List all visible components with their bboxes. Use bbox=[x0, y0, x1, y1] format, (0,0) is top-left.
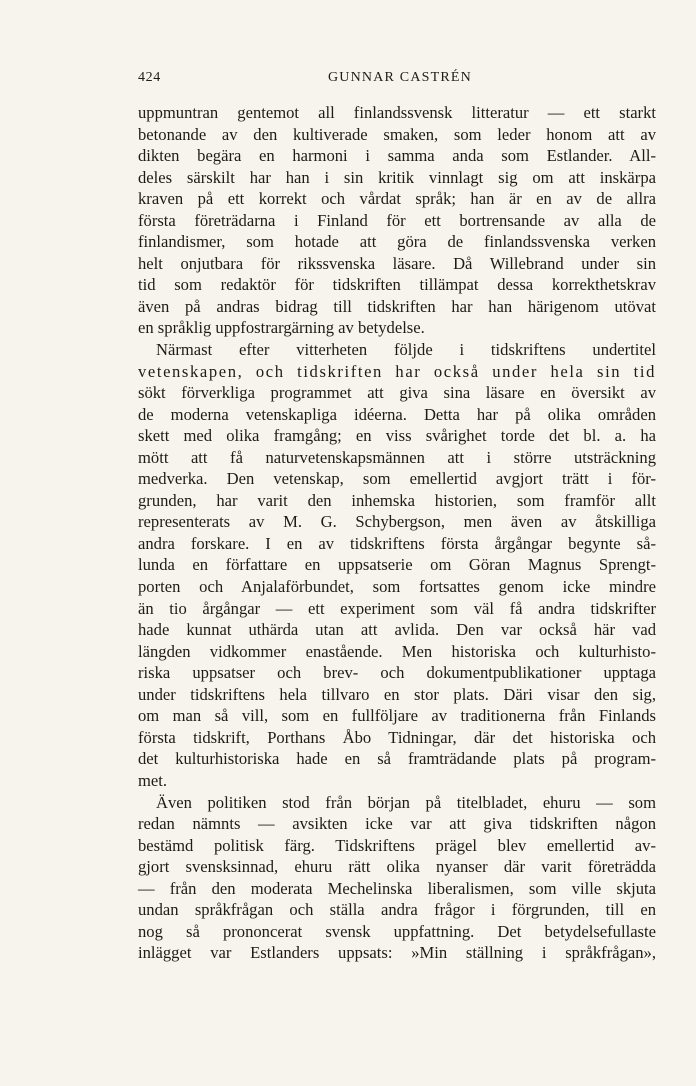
text-line: finlandismer, som hotade att göra de finlandssvenska verken bbox=[138, 232, 656, 252]
text-line: deles särskilt har han i sin kritik vinnlagt sig om att inskärpa bbox=[138, 167, 656, 187]
running-head: GUNNAR CASTRÉN bbox=[328, 70, 472, 85]
text-line: redan nämnts — avsikten icke var att giva tidskriften någon bbox=[138, 814, 656, 834]
text-line: om man så vill, som en fullföljare av traditionerna från Finlands bbox=[138, 706, 656, 726]
text-line: första tidskrift, Porthans Åbo Tidningar, där det historiska och bbox=[138, 727, 656, 747]
text-line: gjort svensksinnad, ehuru rätt olika nyanser där varit företrädda bbox=[138, 857, 656, 877]
text-line: representerats av M. G. Schybergson, men även av åtskilliga bbox=[138, 512, 656, 532]
text-line: sökt förverkliga programmet att giva sina läsare en översikt av bbox=[138, 383, 656, 403]
text-line: en språklig uppfostrargärning av betydelse. bbox=[138, 318, 425, 338]
text-line: andra forskare. I en av tidskriftens första årgångar begynte så- bbox=[138, 533, 656, 553]
page-number: 424 bbox=[138, 70, 161, 85]
text-line: längden vidkommer enastående. Men historiska och kulturhisto- bbox=[138, 641, 656, 661]
body-text bbox=[138, 102, 656, 964]
text-line: mött att få naturvetenskapsmännen att i större utsträckning bbox=[138, 447, 656, 467]
text-line: lunda en författare en uppsatserie om Göran Magnus Sprengt- bbox=[138, 555, 656, 575]
text-line: met. bbox=[138, 770, 168, 790]
text-line: första företrädarna i Finland för ett bortrensande av alla de bbox=[138, 210, 656, 230]
text-line: inlägget var Estlanders uppsats: »Min ställning i språkfrågan», bbox=[138, 943, 656, 963]
text-line: — från den moderata Mechelinska liberalismen, som ville skjuta bbox=[138, 878, 656, 898]
text-line: vetenskapen, och tidskriften har också under hela sin tid bbox=[138, 361, 656, 381]
text-line: kraven på ett korrekt och vårdat språk; han är en av de allra bbox=[138, 189, 656, 209]
paragraph-first-line: Även politiken stod från början på titelbladet, ehuru — som bbox=[156, 792, 656, 812]
text-line: under tidskriftens hela tillvaro en stor plats. Däri visar den sig, bbox=[138, 684, 656, 704]
text-line: riska uppsatser och brev- och dokumentpublikationer upptaga bbox=[138, 663, 656, 683]
text-line: betonande av den kultiverade smaken, som leder honom att av bbox=[138, 124, 656, 144]
text-line: grunden, har varit den inhemska historien, som framför allt bbox=[138, 490, 656, 510]
text-line: hade kunnat uthärda utan att avlida. Den var också här vad bbox=[138, 620, 656, 640]
text-line: medverka. Den vetenskap, som emellertid avgjort trätt i för- bbox=[138, 469, 656, 489]
text-line: uppmuntran gentemot all finlandssvensk litteratur — ett starkt bbox=[138, 103, 656, 122]
text-line: skett med olika framgång; en viss svårighet torde det bl. a. ha bbox=[138, 426, 656, 446]
page-header bbox=[138, 70, 658, 92]
text-line: dikten begära en harmoni i samma anda som Estlander. All- bbox=[138, 146, 656, 166]
text-line: tid som redaktör för tidskriften tillämpat dessa korrekthetskrav bbox=[138, 275, 656, 295]
text-line: än tio årgångar — ett experiment som väl få andra tidskrifter bbox=[138, 598, 656, 618]
paragraph-first-line: Närmast efter vitterheten följde i tidskriftens undertitel bbox=[156, 340, 656, 360]
text-line: de moderna vetenskapliga idéerna. Detta har på olika områden bbox=[138, 404, 656, 424]
text-line: bestämd politisk färg. Tidskriftens prägel blev emellertid av- bbox=[138, 835, 656, 855]
text-line: det kulturhistoriska hade en så framträdande plats på program- bbox=[138, 749, 656, 769]
text-line: nog så prononcerat svensk uppfattning. Det betydelsefullaste bbox=[138, 921, 656, 941]
text-line: helt onjutbara för rikssvenska läsare. Då Willebrand under sin bbox=[138, 253, 656, 273]
text-line: porten och Anjalaförbundet, som fortsattes genom icke mindre bbox=[138, 577, 656, 597]
text-line: undan språkfrågan och ställa andra frågor i förgrunden, till en bbox=[138, 900, 656, 920]
text-line: även på andras bidrag till tidskriften har han härigenom utövat bbox=[138, 296, 656, 316]
